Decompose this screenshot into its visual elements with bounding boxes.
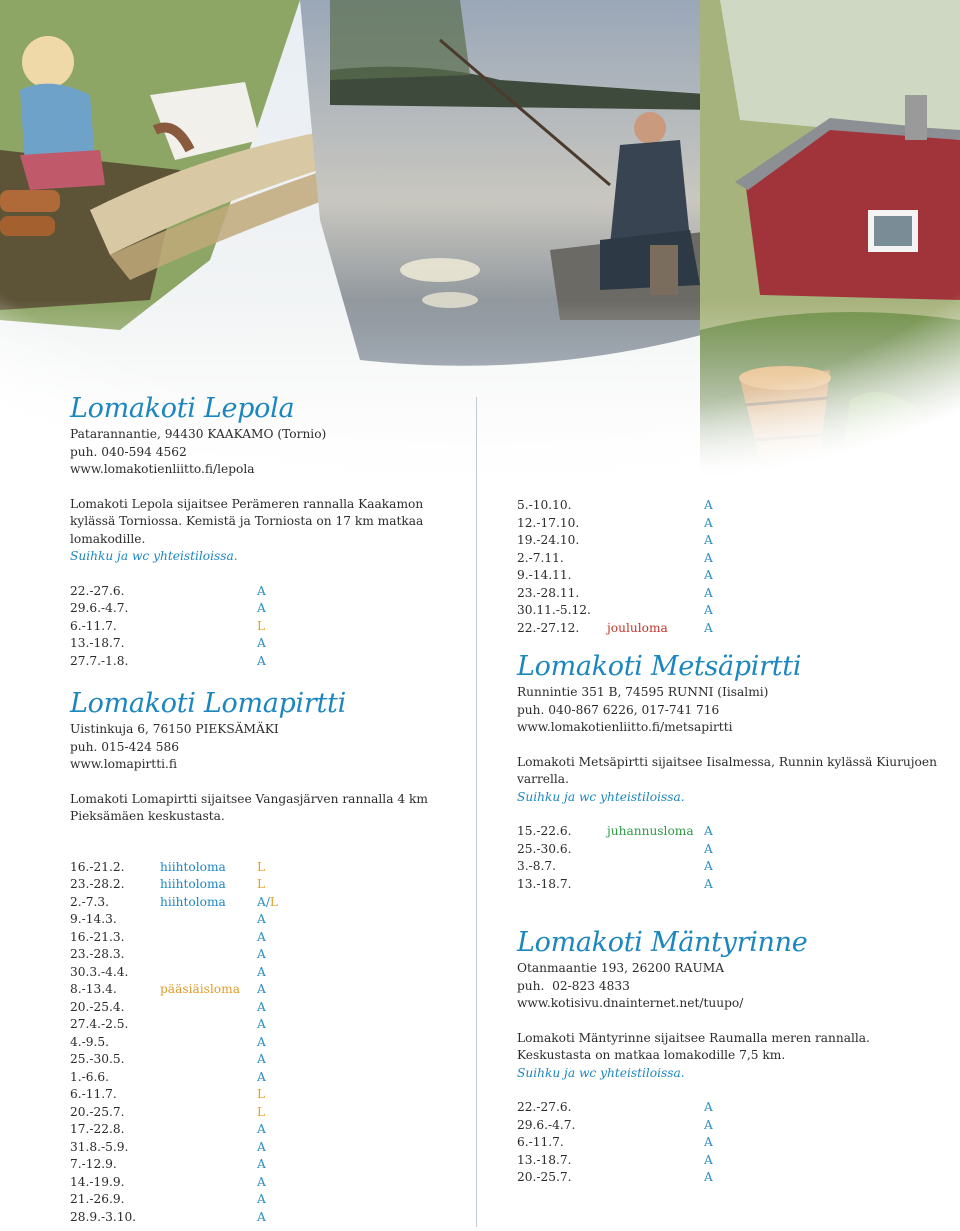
schedule-date: 16.-21.3. — [70, 929, 125, 944]
metsapirtti-description: Lomakoti Metsäpirtti sijaitsee Iisalmessa, Runnin kylässä Kiurujoen varrella. — [517, 754, 937, 786]
schedule-note — [607, 532, 704, 550]
lepola-phone: puh. 040-594 4562 — [70, 444, 187, 459]
schedule-row — [70, 653, 266, 671]
schedule-code: A — [257, 964, 266, 979]
schedule-note — [160, 946, 257, 964]
schedule-code: A — [257, 947, 266, 961]
mantyrinne-facilities: Suihku ja wc yhteistiloissa. — [517, 1065, 685, 1080]
schedule-date: 30.3.-4.4. — [70, 964, 129, 979]
schedule-row — [517, 1117, 713, 1135]
schedule-code: A — [704, 1170, 713, 1184]
schedule-date: 1.-6.6. — [70, 1069, 110, 1084]
schedule-row — [70, 635, 266, 653]
schedule-note — [160, 635, 257, 653]
schedule-note — [160, 618, 257, 636]
mantyrinne-web: www.kotisivu.dnainternet.net/tuupo/ — [517, 996, 744, 1010]
schedule-date: 2.-7.3. — [70, 894, 110, 909]
schedule-code: A — [257, 999, 266, 1014]
schedule-note — [607, 1152, 704, 1170]
schedule-code: A — [704, 620, 713, 635]
schedule-note: pääsiäisloma — [160, 982, 240, 996]
lomapirtti-schedule-continued — [517, 497, 713, 637]
schedule-row — [517, 550, 713, 568]
schedule-row — [517, 1152, 713, 1170]
schedule-note — [607, 841, 704, 859]
schedule-row — [517, 620, 713, 638]
schedule-note — [160, 1104, 257, 1122]
schedule-date: 30.11.-5.12. — [517, 603, 591, 617]
schedule-note: joululoma — [607, 620, 668, 635]
schedule-code: A — [704, 568, 713, 582]
schedule-note — [160, 1121, 257, 1139]
schedule-row — [70, 583, 266, 601]
schedule-code: L — [257, 877, 266, 891]
schedule-date: 15.-22.6. — [517, 824, 572, 838]
lomapirtti-web: www.lomapirtti.fi — [70, 757, 178, 771]
metsapirtti-address: Runnintie 351 B, 74595 RUNNI (Iisalmi) — [517, 685, 769, 699]
schedule-code: A — [257, 1192, 266, 1206]
schedule-date: 20.-25.4. — [70, 999, 125, 1014]
schedule-date: 19.-24.10. — [517, 533, 580, 547]
lepola-facilities: Suihku ja wc yhteistiloissa. — [70, 549, 238, 563]
right-column — [517, 497, 937, 1187]
lomapirtti-schedule-body — [70, 859, 278, 1227]
schedule-row — [70, 1209, 278, 1227]
schedule-row — [70, 859, 278, 877]
schedule-code: A — [257, 912, 266, 926]
schedule-date: 4.-9.5. — [70, 1034, 110, 1049]
schedule-row — [517, 497, 713, 515]
schedule-note: hiihtoloma — [160, 877, 226, 891]
schedule-note — [607, 497, 704, 515]
schedule-date: 25.-30.5. — [70, 1052, 125, 1066]
schedule-code: A — [704, 603, 713, 617]
schedule-code: A — [257, 1052, 266, 1066]
schedule-code: A — [704, 1152, 713, 1167]
schedule-row — [70, 1191, 278, 1209]
schedule-code: A — [257, 1209, 266, 1224]
schedule-note — [607, 1169, 704, 1187]
schedule-date: 22.-27.6. — [70, 583, 125, 598]
schedule-row — [517, 858, 713, 876]
schedule-note — [607, 567, 704, 585]
schedule-date: 20.-25.7. — [517, 1170, 572, 1184]
schedule-code — [257, 894, 278, 912]
mantyrinne-address: Otanmaantie 193, 26200 RAUMA — [517, 961, 725, 975]
schedule-note — [160, 929, 257, 947]
schedule-date: 6.-11.7. — [70, 618, 117, 633]
schedule-row — [70, 1086, 278, 1104]
schedule-date: 21.-26.9. — [70, 1192, 125, 1206]
metsapirtti-web: www.lomakotienliitto.fi/metsapirtti — [517, 720, 733, 734]
schedule-date: 29.6.-4.7. — [70, 601, 129, 615]
mantyrinne-section — [517, 926, 937, 1187]
schedule-note — [160, 1139, 257, 1157]
lepola-description: Lomakoti Lepola sijaitsee Perämeren rannalla Kaakamon kylässä Torniossa. Kemistä ja Torniosta on 17 km matkaa lomakodille. — [70, 496, 424, 546]
schedule-date: 12.-17.10. — [517, 515, 580, 530]
lomapirtti-section — [70, 687, 470, 1226]
schedule-note — [160, 1174, 257, 1192]
schedule-code: A — [704, 515, 713, 530]
schedule-code: A — [257, 1122, 266, 1136]
schedule-row — [70, 618, 266, 636]
schedule-row — [70, 1174, 278, 1192]
schedule-date: 23.-28.2. — [70, 877, 125, 891]
schedule-date: 31.8.-5.9. — [70, 1139, 129, 1154]
schedule-date: 13.-18.7. — [70, 636, 125, 650]
schedule-row — [517, 585, 713, 603]
schedule-date: 27.7.-1.8. — [70, 653, 129, 668]
schedule-code: A — [257, 601, 266, 615]
code-a: A — [257, 894, 266, 909]
schedule-row — [70, 964, 278, 982]
schedule-note — [160, 1086, 257, 1104]
lomapirtti-address: Uistinkuja 6, 76150 PIEKSÄMÄKI — [70, 722, 279, 736]
schedule-row — [517, 602, 713, 620]
lomapirtti-title: Lomakoti Lomapirtti — [70, 688, 346, 719]
schedule-row — [517, 876, 713, 894]
schedule-code: A — [257, 653, 266, 668]
schedule-date: 29.6.-4.7. — [517, 1117, 576, 1132]
schedule-code: A — [704, 1117, 713, 1132]
schedule-row — [70, 894, 278, 912]
schedule-code: A — [704, 824, 713, 838]
lepola-address: Patarannantie, 94430 KAAKAMO (Tornio) — [70, 427, 327, 441]
schedule-row — [517, 841, 713, 859]
schedule-code: L — [257, 859, 266, 874]
lomapirtti-schedule-cont-body — [517, 497, 713, 637]
schedule-note — [160, 1156, 257, 1174]
schedule-row — [70, 946, 278, 964]
schedule-note — [160, 1209, 257, 1227]
schedule-row — [517, 1169, 713, 1187]
lepola-web: www.lomakotienliitto.fi/lepola — [70, 462, 255, 476]
schedule-note — [607, 858, 704, 876]
schedule-note — [607, 515, 704, 533]
schedule-note — [160, 600, 257, 618]
schedule-row — [517, 515, 713, 533]
schedule-date: 3.-8.7. — [517, 859, 557, 873]
schedule-row — [70, 1051, 278, 1069]
schedule-code: A — [704, 585, 713, 600]
metsapirtti-schedule-body — [517, 823, 713, 893]
schedule-code: L — [257, 1087, 266, 1101]
schedule-note — [607, 585, 704, 603]
schedule-date: 8.-13.4. — [70, 982, 117, 996]
schedule-date: 20.-25.7. — [70, 1104, 125, 1119]
schedule-date: 13.-18.7. — [517, 876, 572, 891]
schedule-code: A — [704, 550, 713, 565]
schedule-code: A — [704, 876, 713, 891]
schedule-note — [607, 550, 704, 568]
schedule-note — [607, 876, 704, 894]
schedule-note — [160, 653, 257, 671]
schedule-row — [70, 1156, 278, 1174]
schedule-row — [70, 876, 278, 894]
schedule-date: 13.-18.7. — [517, 1152, 572, 1167]
schedule-row — [70, 999, 278, 1017]
schedule-date: 23.-28.11. — [517, 585, 580, 600]
schedule-row — [517, 567, 713, 585]
schedule-row — [70, 1069, 278, 1087]
left-column — [70, 392, 470, 1226]
metsapirtti-section — [517, 650, 937, 893]
schedule-note — [607, 602, 704, 620]
schedule-row — [70, 1121, 278, 1139]
schedule-row — [70, 1104, 278, 1122]
schedule-code: A — [704, 841, 713, 856]
mantyrinne-title: Lomakoti Mäntyrinne — [517, 927, 808, 958]
schedule-code: A — [257, 583, 266, 598]
schedule-code: A — [704, 498, 713, 512]
metsapirtti-schedule — [517, 823, 713, 893]
schedule-date: 14.-19.9. — [70, 1174, 125, 1189]
lomapirtti-description: Lomakoti Lomapirtti sijaitsee Vangasjärven rannalla 4 km Pieksämäen keskustasta. — [70, 791, 428, 823]
schedule-row — [70, 1139, 278, 1157]
schedule-code: A — [257, 636, 266, 650]
schedule-code: A — [257, 1069, 266, 1084]
schedule-row — [70, 929, 278, 947]
schedule-note — [160, 911, 257, 929]
lepola-title: Lomakoti Lepola — [70, 393, 295, 424]
schedule-note — [607, 1134, 704, 1152]
schedule-date: 7.-12.9. — [70, 1157, 117, 1171]
metsapirtti-title: Lomakoti Metsäpirtti — [517, 651, 802, 682]
mantyrinne-phone: puh. 02-823 4833 — [517, 978, 630, 993]
mantyrinne-description: Lomakoti Mäntyrinne sijaitsee Raumalla meren rannalla. Keskustasta on matkaa lomakodille 7,5 km. — [517, 1030, 870, 1062]
lepola-schedule — [70, 583, 266, 671]
schedule-row — [517, 532, 713, 550]
schedule-code: A — [257, 1139, 266, 1154]
schedule-code: L — [257, 618, 266, 633]
schedule-row — [70, 1016, 278, 1034]
schedule-row — [517, 1134, 713, 1152]
schedule-date: 22.-27.12. — [517, 620, 580, 635]
mantyrinne-schedule — [517, 1099, 713, 1187]
schedule-note — [160, 1016, 257, 1034]
schedule-note: hiihtoloma — [160, 894, 226, 909]
schedule-note — [160, 1051, 257, 1069]
schedule-row — [70, 600, 266, 618]
schedule-note: hiihtoloma — [160, 859, 226, 874]
schedule-code: A — [257, 1157, 266, 1171]
schedule-note — [160, 1069, 257, 1087]
schedule-date: 9.-14.3. — [70, 912, 117, 926]
metsapirtti-facilities: Suihku ja wc yhteistiloissa. — [517, 789, 685, 804]
schedule-date: 6.-11.7. — [70, 1087, 117, 1101]
schedule-code: A — [704, 859, 713, 873]
schedule-date: 23.-28.3. — [70, 947, 125, 961]
schedule-date: 17.-22.8. — [70, 1122, 125, 1136]
schedule-note: juhannusloma — [607, 824, 694, 838]
schedule-row — [517, 1099, 713, 1117]
schedule-date: 6.-11.7. — [517, 1135, 564, 1149]
schedule-note — [607, 1117, 704, 1135]
lepola-section — [70, 392, 470, 670]
schedule-date: 9.-14.11. — [517, 568, 572, 582]
schedule-date: 22.-27.6. — [517, 1100, 572, 1114]
schedule-note — [160, 1191, 257, 1209]
schedule-code: L — [257, 1104, 266, 1119]
lomapirtti-schedule — [70, 859, 278, 1227]
schedule-code: A — [704, 533, 713, 547]
schedule-row — [70, 911, 278, 929]
schedule-note — [160, 1034, 257, 1052]
schedule-row — [70, 981, 278, 999]
code-l: L — [269, 894, 279, 909]
schedule-note — [160, 964, 257, 982]
schedule-code: A — [704, 1135, 713, 1149]
lepola-schedule-body — [70, 583, 266, 671]
code-separator: / — [265, 894, 270, 909]
schedule-date: 28.9.-3.10. — [70, 1209, 137, 1224]
schedule-code: A — [257, 1017, 266, 1031]
schedule-date: 5.-10.10. — [517, 498, 572, 512]
schedule-code: A — [257, 1034, 266, 1049]
schedule-code: A — [257, 982, 266, 996]
schedule-code: A — [704, 1100, 713, 1114]
schedule-row — [517, 823, 713, 841]
schedule-date: 27.4.-2.5. — [70, 1017, 129, 1031]
schedule-date: 16.-21.2. — [70, 859, 125, 874]
metsapirtti-phone: puh. 040-867 6226, 017-741 716 — [517, 702, 720, 717]
schedule-note — [160, 999, 257, 1017]
column-divider — [476, 397, 477, 1227]
schedule-note — [160, 583, 257, 601]
schedule-row — [70, 1034, 278, 1052]
schedule-code: A — [257, 1174, 266, 1189]
lomapirtti-phone: puh. 015-424 586 — [70, 739, 180, 754]
schedule-code: A — [257, 929, 266, 944]
mantyrinne-schedule-body — [517, 1099, 713, 1187]
schedule-date: 2.-7.11. — [517, 550, 564, 565]
schedule-note — [607, 1099, 704, 1117]
schedule-date: 25.-30.6. — [517, 841, 572, 856]
